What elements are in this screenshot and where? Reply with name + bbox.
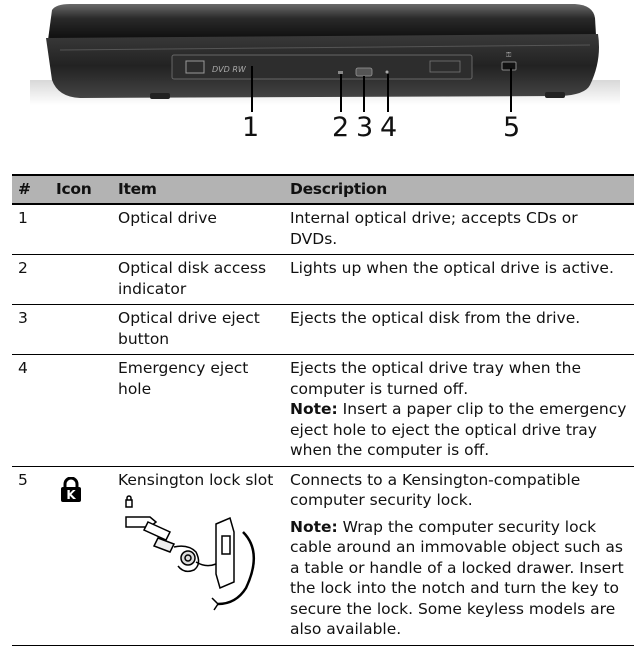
row-num: 4 <box>12 355 50 467</box>
row-num: 1 <box>12 204 50 255</box>
row-icon <box>50 204 112 255</box>
row-description <box>284 355 634 467</box>
svg-text:⚿: ⚿ <box>506 51 512 59</box>
kensington-slot <box>502 62 516 70</box>
note-text: Insert a paper clip to the emergency eject hole to eject the optical drive tray when the computer is off. <box>290 400 627 459</box>
description-note <box>290 517 628 640</box>
description-text: Ejects the optical drive tray when the computer is turned off. <box>290 359 581 398</box>
eject-hole <box>386 71 389 74</box>
drive-label: DVD RW <box>212 65 246 74</box>
row-num: 3 <box>12 305 50 355</box>
table-row <box>12 305 634 355</box>
row-item <box>112 466 284 645</box>
access-indicator <box>338 71 343 74</box>
description-note <box>290 399 628 461</box>
callout-2: 2 <box>332 112 350 143</box>
row-icon <box>50 466 112 645</box>
table-header-row <box>12 175 634 204</box>
callout-1: 1 <box>242 112 260 143</box>
ports-table <box>12 174 634 646</box>
row-description: Internal optical drive; accepts CDs or DVDs. <box>284 204 634 255</box>
row-icon <box>50 255 112 305</box>
table-row <box>12 466 634 645</box>
description-text: Connects to a Kensington-compatible computer security lock. <box>290 470 581 509</box>
lock-slot-symbol <box>126 500 132 507</box>
row-description: Lights up when the optical drive is active. <box>284 255 634 305</box>
item-label: Kensington lock slot <box>118 470 274 489</box>
row-icon <box>50 305 112 355</box>
eject-button <box>356 68 372 76</box>
note-label: Note: <box>290 517 338 536</box>
callout-5: 5 <box>503 112 521 143</box>
row-description <box>284 466 634 645</box>
table-row <box>12 204 634 255</box>
row-icon <box>50 355 112 467</box>
row-description: Ejects the optical disk from the drive. <box>284 305 634 355</box>
row-item: Optical drive eject button <box>112 305 284 355</box>
row-num: 2 <box>12 255 50 305</box>
row-num: 5 <box>12 466 50 645</box>
lock-icon-letter: K <box>66 487 76 502</box>
header-icon: Icon <box>50 175 112 204</box>
header-num: # <box>12 175 50 204</box>
row-item: Optical disk access indicator <box>112 255 284 305</box>
callout-3: 3 <box>356 112 374 143</box>
callout-4: 4 <box>380 112 398 143</box>
laptop-side-view-figure <box>0 0 636 150</box>
row-item: Optical drive <box>112 204 284 255</box>
note-label: Note: <box>290 400 338 418</box>
header-description: Description <box>284 175 634 204</box>
table-row <box>12 255 634 305</box>
note-text: Wrap the computer security lock cable around an immovable object such as a table or handle of a locked drawer. Insert the lock into the notch and turn the key to secure the lock. Some keyless models are also available. <box>290 517 624 638</box>
laptop-lid <box>48 4 596 40</box>
row-item: Emergency eject hole <box>112 355 284 467</box>
kensington-lock-icon <box>60 477 82 503</box>
kensington-lock-illustration <box>118 492 268 622</box>
header-item: Item <box>112 175 284 204</box>
table-row <box>12 355 634 467</box>
